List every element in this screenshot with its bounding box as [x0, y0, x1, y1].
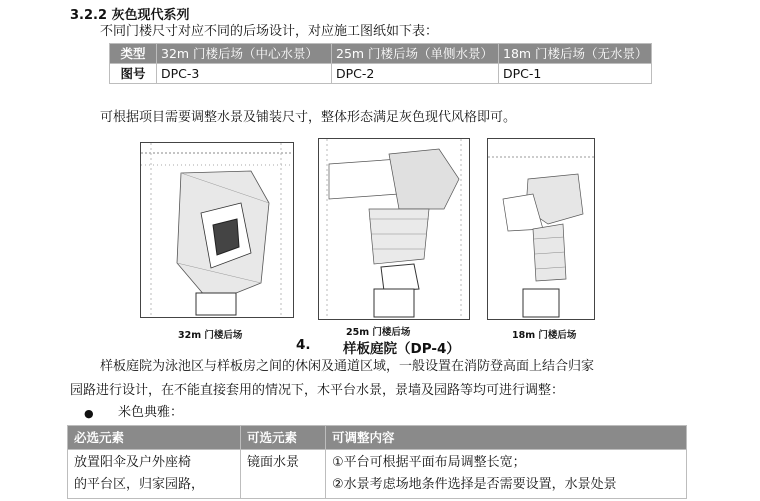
plan-25m [318, 138, 470, 320]
para4-line1: 样板庭院为泳池区与样板房之间的休闲及通道区域，一般设置在消防登高面上结合归家 [100, 359, 595, 374]
section-title: 3.2.2 灰色现代系列 [70, 8, 190, 23]
adjustable-line-1: ①平台可根据平面布局调整长宽； [332, 455, 526, 470]
header-required: 必选元素 [68, 426, 241, 450]
header-32m: 32m 门楼后场（中心水景） [157, 44, 332, 64]
header-25m: 25m 门楼后场（单侧水景） [332, 44, 499, 64]
required-line-1: 放置阳伞及户外座椅 [74, 455, 192, 470]
header-type: 类型 [110, 44, 157, 64]
plan-32m [140, 142, 294, 318]
adjustable-cell [326, 450, 687, 499]
required-cell [68, 450, 241, 499]
section4-title: 样板庭院（DP-4） [343, 341, 460, 357]
bullet-icon: ● [84, 407, 94, 420]
plan-18m [487, 138, 595, 320]
section4-number: 4. [296, 337, 311, 353]
optional-cell: 镜面水景 [241, 450, 326, 499]
row-label: 图号 [110, 64, 157, 84]
para4-line2: 园路进行设计，在不能直接套用的情况下，木平台水景，景墙及园路等均可进行调整： [70, 383, 565, 398]
header-optional: 可选元素 [241, 426, 326, 450]
drawing-dpc1: DPC-1 [499, 64, 652, 84]
required-line-2: 的平台区，归家园路， [74, 477, 205, 492]
intro-text: 不同门楼尺寸对应不同的后场设计，对应施工图纸如下表： [100, 24, 439, 39]
drawing-dpc2: DPC-2 [332, 64, 499, 84]
caption-18m: 18m 门楼后场 [512, 330, 577, 341]
caption-32m: 32m 门楼后场 [178, 330, 243, 341]
header-18m: 18m 门楼后场（无水景） [499, 44, 652, 64]
bullet-text: 米色典雅： [118, 405, 184, 420]
header-adjustable: 可调整内容 [326, 426, 687, 450]
note-text: 可根据项目需要调整水景及铺装尺寸，整体形态满足灰色现代风格即可。 [100, 110, 517, 125]
adjustable-line-2: ②水景考虑场地条件选择是否需要设置，水景处景 [332, 477, 617, 492]
elements-table [67, 425, 687, 499]
drawing-dpc3: DPC-3 [157, 64, 332, 84]
drawing-table [109, 43, 652, 84]
caption-25m: 25m 门楼后场 [346, 327, 411, 338]
